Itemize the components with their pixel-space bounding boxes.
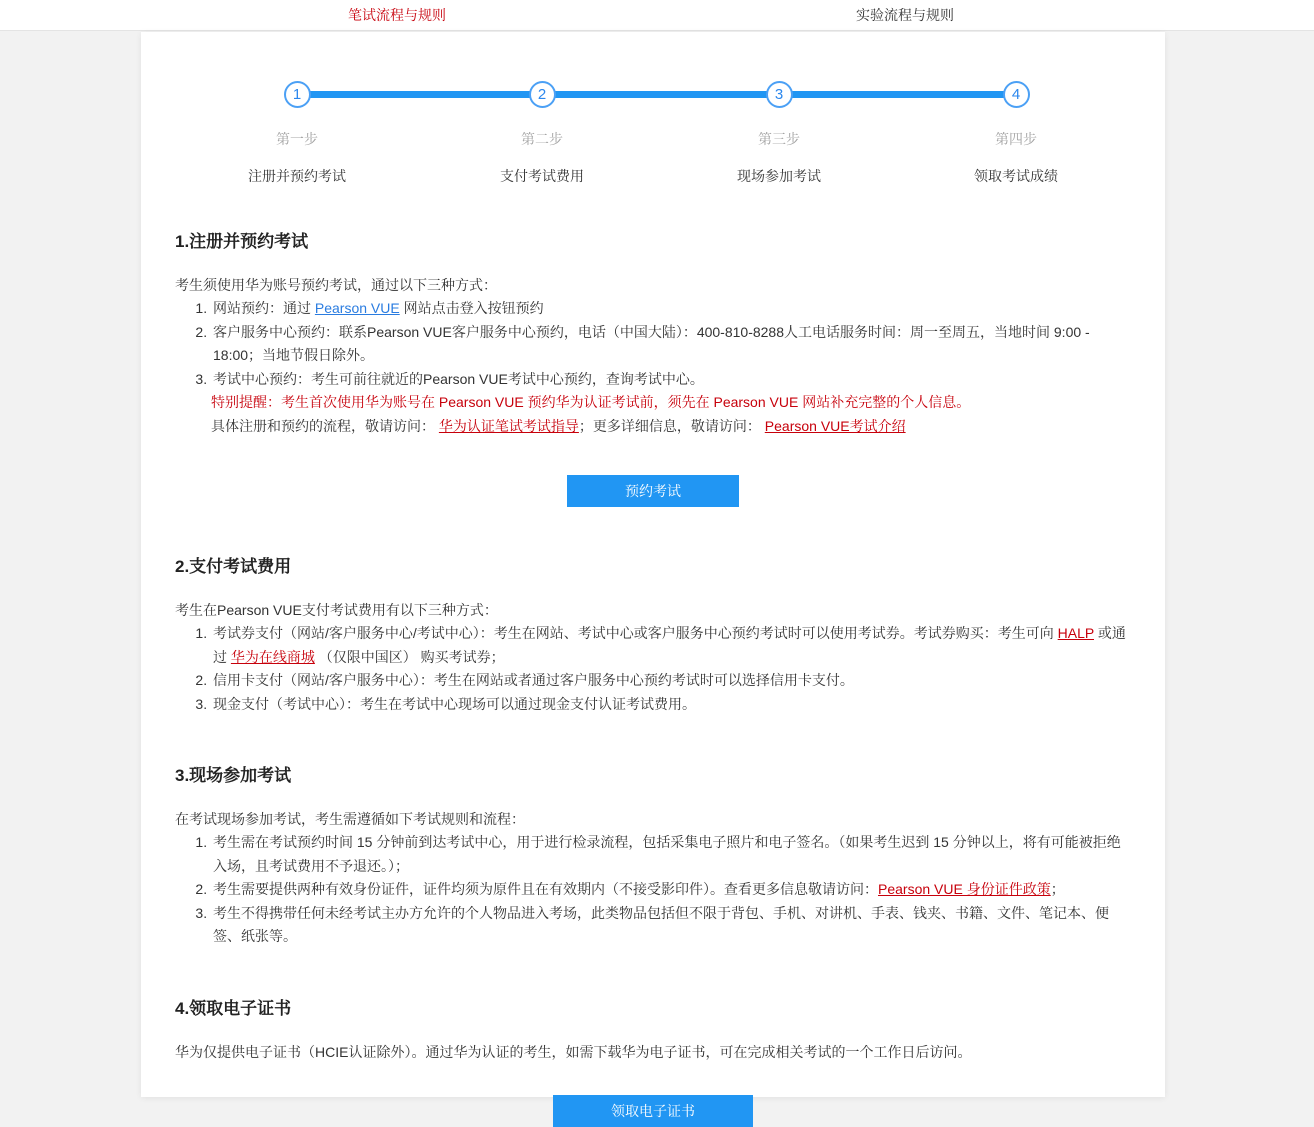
section-3-intro: 在考试现场参加考试，考生需遵循如下考试规则和流程： xyxy=(175,811,525,827)
list-item: 1. 考生需在考试预约时间 15 分钟前到达考试中心，用于进行检录流程，包括采集电子照片和电子签名。（如果考生迟到 15 分钟以上，将有可能被拒绝入场，且考试费用不予退还。）； xyxy=(211,831,1131,878)
list-item: 3. 考生不得携带任何未经考试主办方允许的个人物品进入考场，此类物品包括但不限于背包、手机、对讲机、手表、钱夹、书籍、文件、笔记本、便签、纸张等。 xyxy=(211,902,1131,949)
section-3-list xyxy=(175,831,1131,949)
list-item-text: 网站点击登入按钮预约 xyxy=(399,300,544,316)
section-1-list xyxy=(175,297,1131,391)
pearson-vue-id-policy-link[interactable]: Pearson VUE 身份证件政策 xyxy=(878,881,1051,897)
step-1-label: 第一步 xyxy=(276,131,318,147)
step-2-number-badge: 2 xyxy=(529,81,556,108)
step-2-name: 支付考试费用 xyxy=(500,168,584,184)
tab-written-exam-process[interactable]: 笔试流程与规则 xyxy=(348,7,446,23)
list-item-text: ； xyxy=(1050,881,1065,897)
written-exam-guide-link[interactable]: 华为认证笔试考试指导 xyxy=(438,417,579,434)
pearson-vue-link[interactable]: Pearson VUE xyxy=(314,300,400,316)
step-4-name: 领取考试成绩 xyxy=(974,168,1058,184)
step-2 xyxy=(432,81,652,186)
step-3 xyxy=(669,81,889,186)
section-pay-exam-fee xyxy=(175,552,1131,716)
tab-lab-exam-process[interactable]: 实验流程与规则 xyxy=(856,7,954,23)
section-4-title: 4.领取电子证书 xyxy=(175,998,292,1018)
list-item: 2. 信用卡支付（网站/客户服务中心）：考生在网站或者通过客户服务中心预约考试时可以选择信用卡支付。 xyxy=(211,669,1131,693)
step-4-label: 第四步 xyxy=(995,131,1037,147)
halp-link[interactable]: HALP xyxy=(1057,625,1094,641)
section-attend-exam-onsite xyxy=(175,761,1131,949)
step-4 xyxy=(906,81,1126,186)
huawei-online-store-link[interactable]: 华为在线商城 xyxy=(230,648,315,665)
section-get-ecertificate xyxy=(175,994,1131,1127)
list-item-text: 考试券支付（网站/客户服务中心/考试中心）：考生在网站、考试中心或客户服务中心预约考试时可以使用考试券。考试券购买：考生可向 xyxy=(213,625,1058,641)
section-3-title: 3.现场参加考试 xyxy=(175,766,292,785)
list-item xyxy=(211,622,1131,669)
special-reminder: 特别提醒：考生首次使用华为账号在 Pearson VUE 预约华为认证考试前，须先在 Pearson VUE 网站补充完整的个人信息。 xyxy=(211,394,971,410)
list-item: 3. 现金支付（考试中心）：考生在考试中心现场可以通过现金支付认证考试费用。 xyxy=(211,693,1131,717)
guide-text: ；更多详细信息，敬请访问： xyxy=(578,417,761,434)
section-4-intro: 华为仅提供电子证书（HCIE认证除外）。通过华为认证的考生，如需下载华为电子证书，可在完成相关考试的一个工作日后访问。 xyxy=(175,1043,972,1060)
step-4-number-badge: 4 xyxy=(1003,81,1030,108)
pearson-vue-exam-intro-link[interactable]: Pearson VUE考试介绍 xyxy=(764,417,906,434)
list-item-text: 或通过 xyxy=(213,625,1126,665)
list-item-text: （仅限中国区） 购买考试券； xyxy=(314,648,505,665)
exam-process-card xyxy=(141,32,1165,1119)
section-1-title: 1.注册并预约考试 xyxy=(175,232,309,251)
step-1-number-badge: 1 xyxy=(284,81,311,108)
step-1 xyxy=(187,81,407,186)
section-2-title: 2.支付考试费用 xyxy=(175,557,292,576)
step-2-label: 第二步 xyxy=(521,131,563,147)
exam-steps-progress xyxy=(141,32,1165,182)
process-tabs-bar xyxy=(0,0,1314,31)
list-item: 3. 考试中心预约：考生可前往就近的Pearson VUE考试中心预约，查询考试中心。 xyxy=(211,368,1131,392)
list-item: 2. 客户服务中心预约：联系Pearson VUE客户服务中心预约，电话（中国大陆）：400-810-8288人工电话服务时间：周一至周五，当地时间 9:00 - 18:00；当地节假日除外。 xyxy=(211,321,1131,368)
section-register-and-book xyxy=(175,227,1131,507)
section-1-intro: 考生须使用华为账号预约考试，通过以下三种方式： xyxy=(175,277,497,293)
section-2-list xyxy=(175,622,1131,716)
list-item xyxy=(211,297,1131,321)
list-item-text: 网站预约：通过 xyxy=(213,300,315,316)
get-ecert-button[interactable]: 领取电子证书 xyxy=(553,1095,753,1127)
list-item xyxy=(211,878,1131,902)
step-3-number-badge: 3 xyxy=(766,81,793,108)
step-3-label: 第三步 xyxy=(758,131,800,147)
book-exam-button[interactable]: 预约考试 xyxy=(567,475,739,507)
step-1-name: 注册并预约考试 xyxy=(248,168,346,184)
step-3-name: 现场参加考试 xyxy=(737,168,821,184)
guide-text: 具体注册和预约的流程，敬请访问： xyxy=(211,417,435,434)
list-item-text: 考生需要提供两种有效身份证件，证件均须为原件且在有效期内（不接受影印件）。查看更多信息敬请访问： xyxy=(213,881,878,897)
guide-links-line xyxy=(211,415,1131,439)
section-2-intro: 考生在Pearson VUE支付考试费用有以下三种方式： xyxy=(175,602,498,618)
